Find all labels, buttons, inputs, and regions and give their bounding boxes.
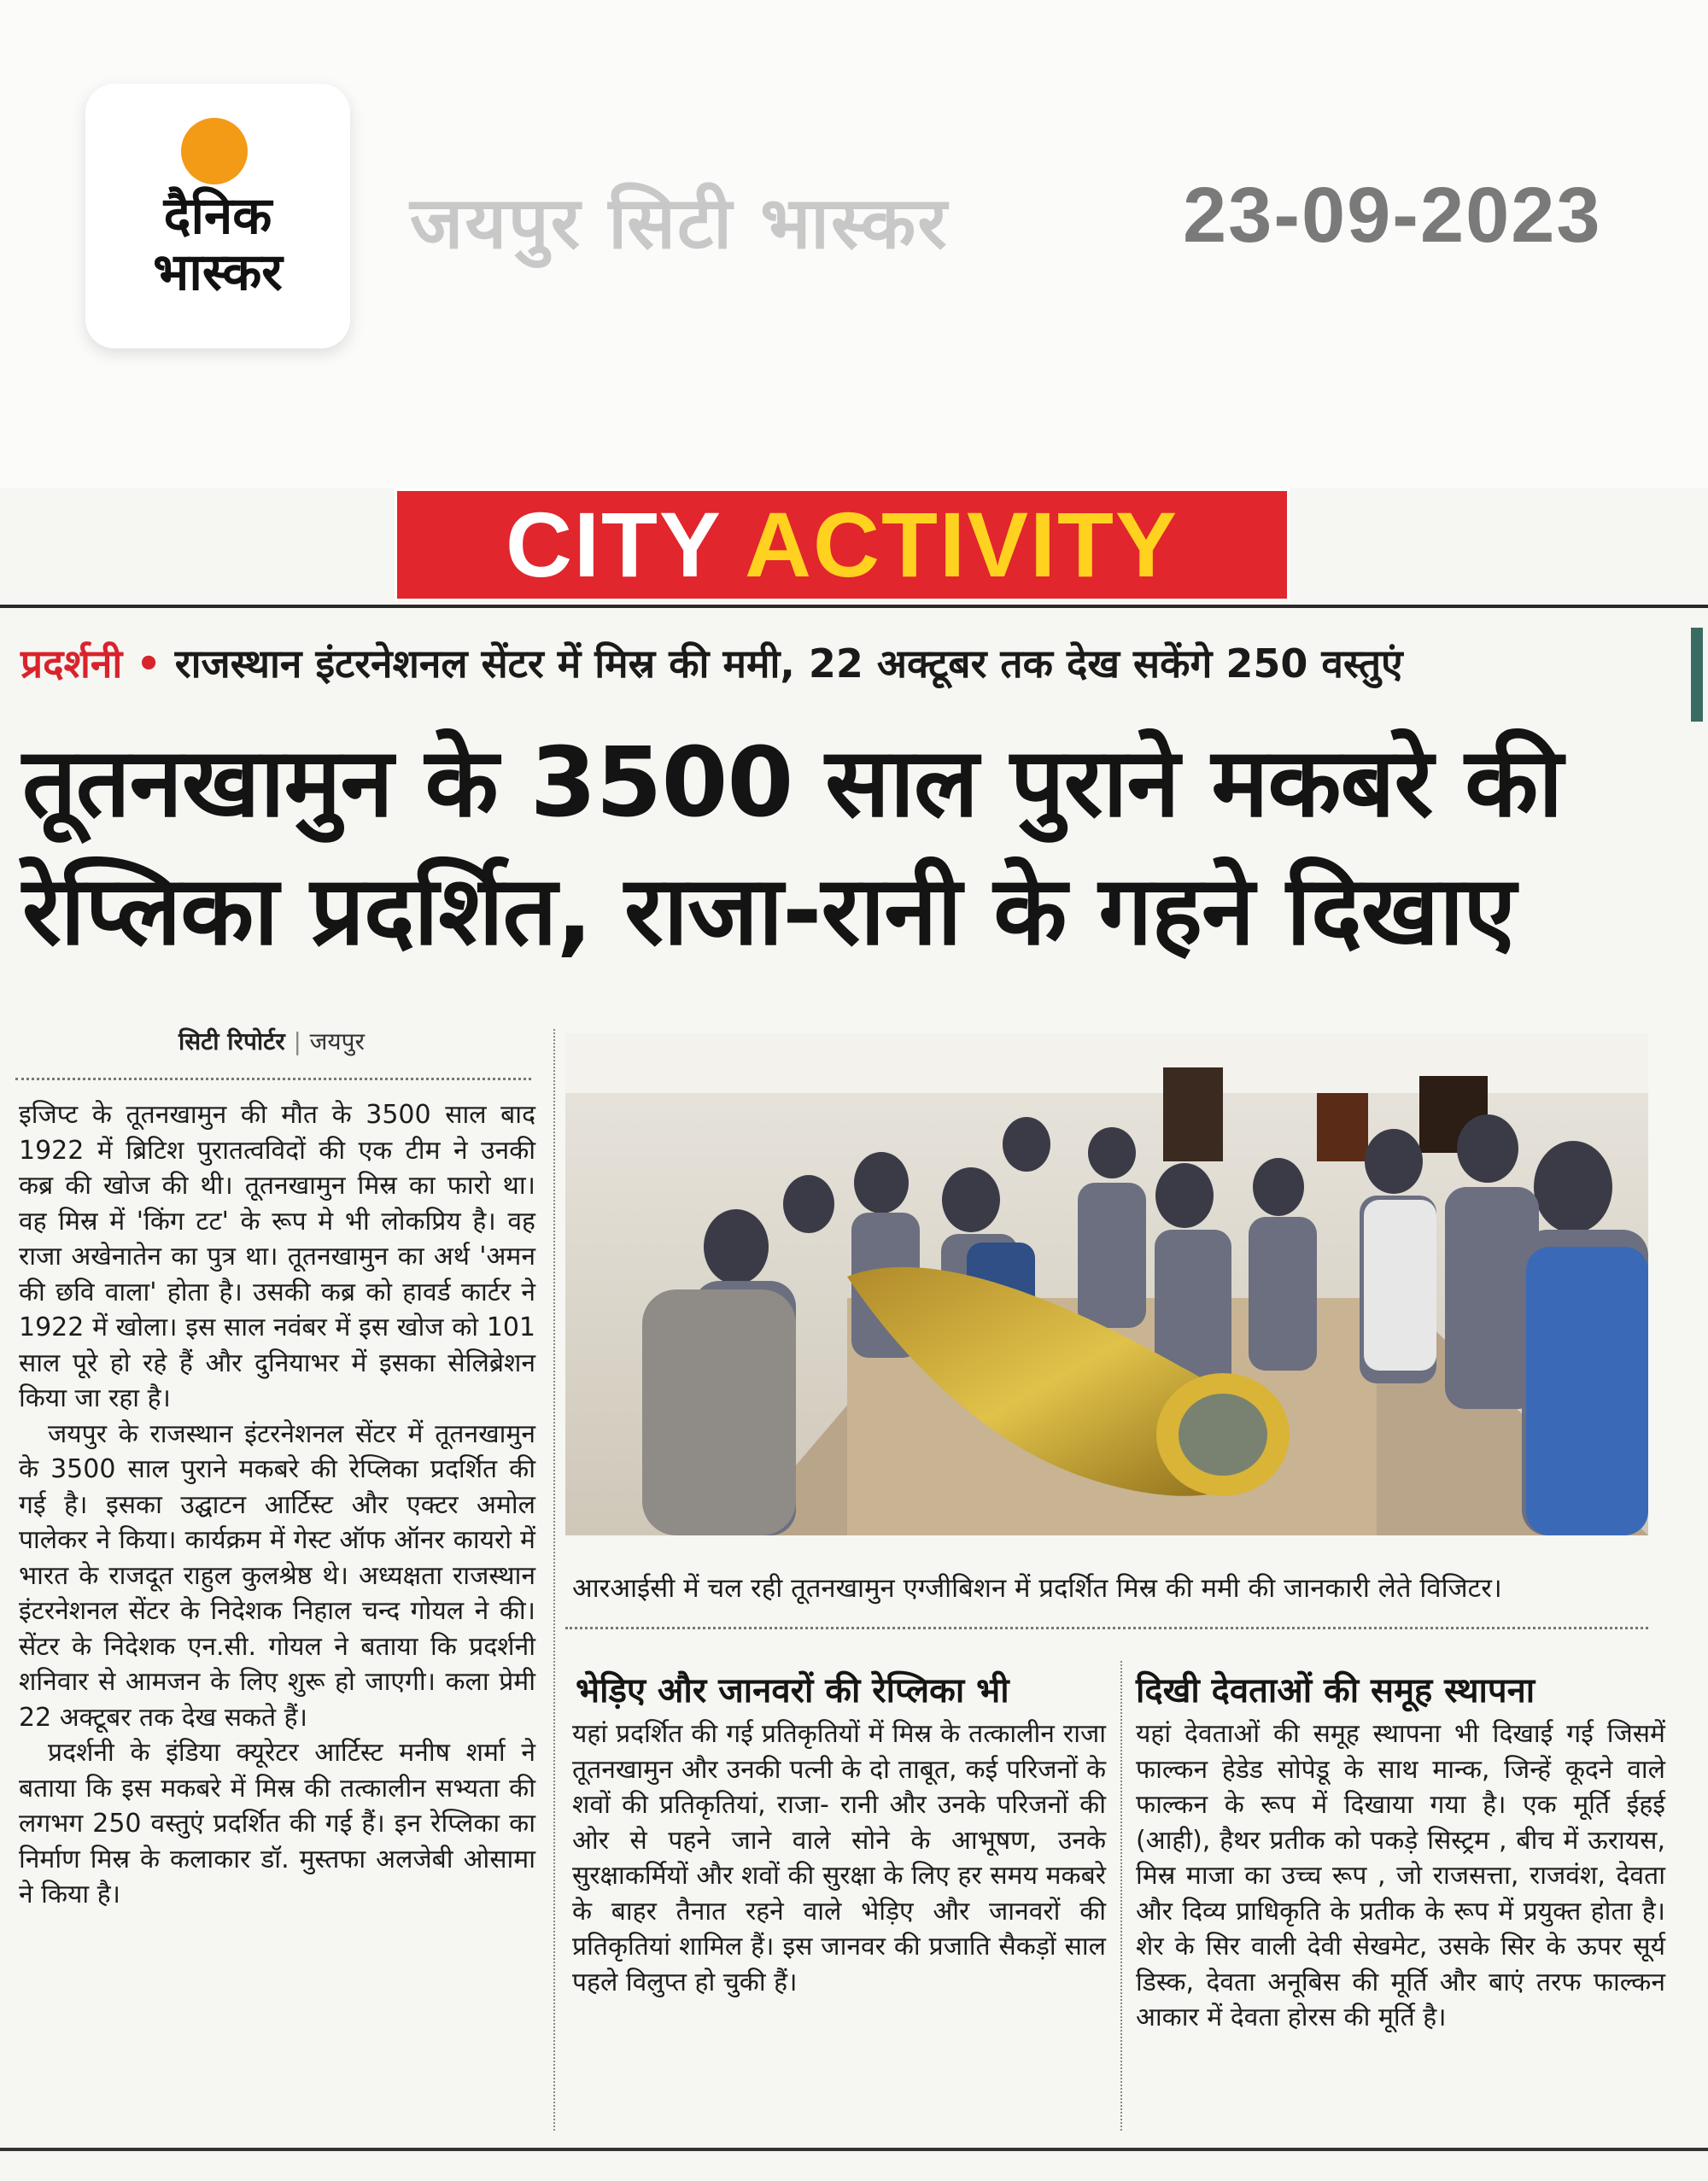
headline-line-2: रेप्लिका प्रदर्शित, राजा-रानी के गहने दिखाए bbox=[22, 856, 1516, 967]
caption-rule bbox=[565, 1627, 1648, 1629]
column-divider bbox=[553, 1029, 555, 2131]
photo-caption: आरआईसी में चल रही तूतनखामुन एग्जीबिशन में प्रदर्शित मिस्र की ममी की जानकारी लेते विजिटर। bbox=[572, 1573, 1502, 1604]
publication-date: 23-09-2023 bbox=[1183, 172, 1602, 259]
byline-separator: | bbox=[293, 1027, 301, 1055]
headline bbox=[22, 719, 1688, 975]
edge-accent bbox=[1691, 628, 1703, 722]
section-banner bbox=[395, 488, 1290, 601]
logo-line-1: दैनिक bbox=[163, 186, 272, 246]
banner-rule bbox=[0, 605, 1708, 608]
kicker bbox=[20, 636, 1403, 689]
section-2-title: भेड़िए और जानवरों की रेप्लिका भी bbox=[576, 1671, 1009, 1710]
paragraph: प्रदर्शनी के इंडिया क्यूरेटर आर्टिस्ट मनीष शर्मा ने बताया कि इस मकबरे में मिस्र की तत्कालीन सभ्यता की लगभग 250 वस्तुएं प्रदर्शित की गई हैं। इन रेप्लिका का निर्माण मिस्र के कलाकार डॉ. मुस्तफा अलजेबी ओसामा ने किया है। bbox=[19, 1738, 535, 1909]
logo-line-2: भास्कर bbox=[153, 243, 283, 302]
paragraph: यहां प्रदर्शित की गई प्रतिकृतियों में मिस्र के तत्कालीन राजा तूतनखामुन और उनकी पत्नी के दो ताबूत, कई परिजनों के शवों की प्रतिकृतियां, राजा- रानी और उनके परिजनों की ओर से पहने जाने वाले सोने के आभूषण, उनके सुरक्षाकर्मियों और शवों की सुरक्षा के लिए हर समय मकबरे के बाहर तैनात रहने वाले भेड़िए और जानवरों की प्रतिकृतियां शामिल हैं। इस जानवर की प्रजाति सैकड़ों साल पहले विलुप्त हो चुकी हैं। bbox=[572, 1719, 1106, 1997]
newspaper-logo bbox=[85, 84, 350, 348]
sun-icon bbox=[181, 118, 248, 184]
byline-author: सिटी रिपोर्टर bbox=[178, 1027, 285, 1055]
column-divider bbox=[1120, 1661, 1122, 2131]
kicker-text: राजस्थान इंटरनेशनल सेंटर में मिस्र की ममी, 22 अक्टूबर तक देख सकेंगे 250 वस्तुएं bbox=[174, 640, 1403, 687]
body-column-1 bbox=[19, 1097, 535, 1913]
body-column-2 bbox=[572, 1716, 1106, 2000]
paragraph: जयपुर के राजस्थान इंटरनेशनल सेंटर में तूतनखामुन के 3500 साल पुराने मकबरे की रेप्लिका प्रदर्शित की गई है। इसका उद्घाटन आर्टिस्ट और एक्टर अमोल पालेकर ने किया। कार्यक्रम में गेस्ट ऑफ ऑनर कायरो में भारत के राजदूत राहुल कुलश्रेष्ठ थे। अध्यक्षता राजस्थान इंटरनेशनल सेंटर के निदेशक निहाल चन्द गोयल ने की। सेंटर के निदेशक एन.सी. गोयल ने बताया कि प्रदर्शनी शनिवार से आमजन के लिए शुरू हो जाएगी। कला प्रेमी 22 अक्टूबर तक देख सकते हैं। bbox=[19, 1418, 535, 1733]
kicker-bullet: • bbox=[136, 640, 161, 687]
kicker-tag: प्रदर्शनी bbox=[20, 640, 123, 687]
section-3-title: दिखी देवताओं की समूह स्थापना bbox=[1136, 1671, 1535, 1710]
bottom-rule bbox=[0, 2148, 1708, 2151]
byline bbox=[15, 1025, 528, 1057]
byline-city: जयपुर bbox=[309, 1027, 366, 1055]
byline-rule bbox=[15, 1078, 531, 1080]
paper-edition: जयपुर सिटी भास्कर bbox=[410, 181, 949, 265]
paragraph: इजिप्ट के तूतनखामुन की मौत के 3500 साल बाद 1922 में ब्रिटिश पुरातत्वविदों की एक टीम ने उनकी कब्र की खोज की थी। तूतनखामुन मिस्र का फारो था। वह मिस्र में 'किंग टट' के रूप मे भी लोकप्रिय है। वह राजा अखेनातेन का पुत्र था। तूतनखामुन का अर्थ 'अमन की छवि वाला' होता है। उसकी कब्र को हावर्ड कार्टर ने 1922 में खोला। इस साल नवंबर में इस खोज को 101 साल पूरे हो रहे हैं और दुनियाभर में इसका सेलिब्रेशन किया जा रहा है। bbox=[19, 1100, 535, 1413]
headline-line-1: तूतनखामुन के 3500 साल पुराने मकबरे की bbox=[22, 728, 1563, 839]
exhibition-photo bbox=[565, 1033, 1648, 1535]
banner-word-city: CITY bbox=[505, 493, 722, 596]
paragraph: यहां देवताओं की समूह स्थापना भी दिखाई गई जिसमें फाल्कन हेडेड सोपेडू के साथ मान्क, जिन्हें कूदने वाले फाल्कन के रूप में दिखाया गया है। एक मूर्ति ईहई (आही), हैथर प्रतीक को पकड़े सिस्ट्रम , बीच में ऊरायस, मिस्र माजा का उच्च रूप , जो राजसत्ता, राजवंश, देवता और दिव्य प्राधिकृति के प्रतीक के रूप में प्रयुक्त होता है। शेर के सिर वाली देवी सेखमेट, उसके सिर के ऊपर सूर्य डिस्क, देवता अनूबिस की मूर्ति और बाएं तरफ फाल्कन आकार में देवता होरस की मूर्ति है। bbox=[1136, 1719, 1665, 2032]
exhibition-photo-illustration bbox=[565, 1033, 1648, 1535]
body-column-3 bbox=[1136, 1716, 1665, 2036]
banner-word-activity: ACTIVITY bbox=[745, 493, 1179, 596]
logo-text bbox=[85, 188, 350, 301]
